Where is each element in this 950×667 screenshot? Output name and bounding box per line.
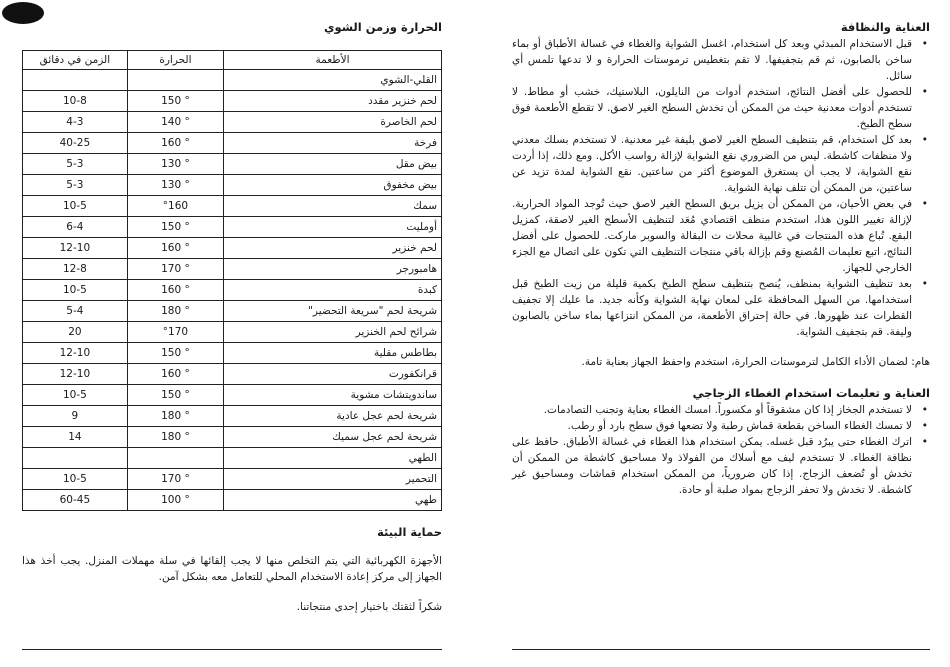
- list-item: • بعد تنظيف الشواية بمنظف، يُنصح بتنظيف سطح الطبخ بكمية قليلة من زيت الطبخ قبل استخدامها. من السهل المحافظة على لمعان نهاية الشواية وكأنه جديد. ما عليك إلا تجفيف القطرات عند ظهورها. في حالة إحتراق الأطعمة، من الممكن انتزاعها بماء ساخن بالصابون وليفة. قم بتجفيف الشواية.: [512, 276, 930, 340]
- temp-cell: 140 °: [127, 112, 223, 133]
- food-cell: الطهي: [224, 448, 442, 469]
- temp-cell: °170: [127, 322, 223, 343]
- care-column: [512, 18, 930, 498]
- temp-cell: 160 °: [127, 364, 223, 385]
- table-row: [23, 406, 442, 427]
- list-item: • في بعض الأحيان، من الممكن أن يزيل بريق السطح الغير لاصق حيث تُوجد المواد الحرارية. لإزالة تغيير اللون هذا، استخدم منظف اقتصادي مُعَد لتنظيف الأسطح الغير لاصقة، كمزيل البقع. تُباع هذه المنتجات في غالبية محلات ت البقالة والسوبر ماركت. للحصول على أفضل النتائج، اتبع تعليمات المُصنع وقم بإزالة باقي منتجات التنظيف التي تكون على اتصال مع الجزء الخارجي للجهاز.: [512, 196, 930, 276]
- temperature-title: الحرارة وزمن الشوي: [323, 20, 442, 34]
- food-cell: أومليت: [224, 217, 442, 238]
- environment-text: الأجهزة الكهربائية التي يتم التخلص منها لا يجب إلقائها في سلة مهملات المنزل. يجب أخذ هذا الجهاز إلى مركز إعادة الاستخدام المحلي للتعامل معه بشكل آمن.: [22, 555, 442, 583]
- table-row: [23, 385, 442, 406]
- table-row: [23, 490, 442, 511]
- footer-rule-left: [22, 649, 442, 650]
- list-item: • اترك الغطاء حتى يبرُد قبل غسله. يمكن استخدام هذا الغطاء في غسالة الأطباق. حافظ على نظافة الغطاء. لا تستخدم ليف مع أسلاك من الفولاذ ولا مساحيق كاشطة من الممكن أن تخدش أو تُضعف الزجاج. إذا كان ضرورياً، من الممكن استخدام قماشات ومساحيق غير كاشطة. لا تخدش ولا تحفر الزجاج بمواد صلبة أو حادة.: [512, 434, 930, 498]
- food-cell: قرانكفورت: [224, 364, 442, 385]
- temp-cell: 130 °: [127, 175, 223, 196]
- food-cell: هامبورجر: [224, 259, 442, 280]
- time-cell: 5-3: [23, 154, 128, 175]
- temp-cell: 150 °: [127, 217, 223, 238]
- temp-cell: 170 °: [127, 469, 223, 490]
- table-row: [23, 217, 442, 238]
- food-cell: شريحة لحم "سريعة التحضير": [224, 301, 442, 322]
- time-cell: [23, 448, 128, 469]
- time-cell: 5-4: [23, 301, 128, 322]
- table-row: [23, 70, 442, 91]
- header-temp: الحرارة: [127, 51, 223, 70]
- food-cell: لحم خنزير مقدد: [224, 91, 442, 112]
- temp-cell: 160 °: [127, 238, 223, 259]
- table-row: [23, 112, 442, 133]
- header-time: الزمن في دقائق: [23, 51, 128, 70]
- food-cell: لحم خنزير: [224, 238, 442, 259]
- food-cell: التحمير: [224, 469, 442, 490]
- food-cell: لحم الخاصرة: [224, 112, 442, 133]
- food-cell: ساندويتشات مشوية: [224, 385, 442, 406]
- footer-rule-right: [512, 649, 930, 650]
- table-row: [23, 154, 442, 175]
- temp-cell: 150 °: [127, 343, 223, 364]
- environment-title: حماية البيئة: [377, 525, 442, 539]
- table-row: [23, 469, 442, 490]
- temp-cell: 180 °: [127, 427, 223, 448]
- time-cell: 4-3: [23, 112, 128, 133]
- time-cell: 9: [23, 406, 128, 427]
- list-item: • بعد كل استخدام، قم بتنظيف السطح الغير لاصق بليفة غير معدنية. لا تستخدم بسلك معدني ولا منظفات كاشطة. ليس من الضروري نقع الشواية لإزالة رواسب الأكل. ومع ذلك، إذا أردت نقع الشواية، لا يجب أن يستغرق الموضوع أكثر من ساعتين. نقع الشواية لمدة تزيد عن ساعتين، من الممكن أن تتلف نهاية الشواية.: [512, 132, 930, 196]
- time-cell: 10-5: [23, 196, 128, 217]
- time-cell: 14: [23, 427, 128, 448]
- table-row: [23, 133, 442, 154]
- table-row: [23, 175, 442, 196]
- table-row: [23, 343, 442, 364]
- food-cell: شرائح لحم الخنزير: [224, 322, 442, 343]
- table-row: [23, 91, 442, 112]
- list-item: • لا تستخدم الجخاز إذا كان مشقوقاً أو مكسوراً. امسك الغطاء بعناية وتجنب التصادمات.: [512, 402, 930, 418]
- table-row: [23, 448, 442, 469]
- table-row: [23, 301, 442, 322]
- time-cell: 12-10: [23, 343, 128, 364]
- food-cell: بيض مخفوق: [224, 175, 442, 196]
- temp-cell: °160: [127, 196, 223, 217]
- food-cell: القلي-الشوي: [224, 70, 442, 91]
- care-list: [512, 36, 930, 340]
- temperature-table: [22, 50, 442, 511]
- time-cell: 6-4: [23, 217, 128, 238]
- temp-cell: 100 °: [127, 490, 223, 511]
- temp-cell: 150 °: [127, 91, 223, 112]
- food-cell: سمك: [224, 196, 442, 217]
- time-cell: 10-5: [23, 280, 128, 301]
- temp-cell: 170 °: [127, 259, 223, 280]
- temp-cell: 180 °: [127, 406, 223, 427]
- food-cell: كبدة: [224, 280, 442, 301]
- care-title: العناية والنظافة: [840, 20, 930, 34]
- temp-cell: 130 °: [127, 154, 223, 175]
- table-row: [23, 364, 442, 385]
- food-cell: بيض مقل: [224, 154, 442, 175]
- temp-cell: 150 °: [127, 385, 223, 406]
- temp-cell: 160 °: [127, 133, 223, 154]
- header-food: الأطعمة: [224, 51, 442, 70]
- food-cell: بطاطس مقلية: [224, 343, 442, 364]
- temp-cell: 180 °: [127, 301, 223, 322]
- food-cell: طهي: [224, 490, 442, 511]
- list-item: • لا تمسك الغطاء الساخن بقطعة قماش رطبة ولا تضعها فوق سطح بارد أو رطب.: [512, 418, 930, 434]
- time-cell: 20: [23, 322, 128, 343]
- glass-lid-title: العناية و تعليمات استخدام الغطاء الزجاجي: [692, 386, 930, 400]
- temp-cell: 160 °: [127, 280, 223, 301]
- list-item: • قبل الاستخدام المبدئي وبعد كل استخدام، اغسل الشواية والغطاء في غسالة الأطباق أو بماء ساخن بالصابون، ثم قم بتجفيفها. لا تقم بتغطيس ترموستات الحرارة و لا تدعها تلمس أي سائل.: [512, 36, 930, 84]
- table-header-row: [23, 51, 442, 70]
- time-cell: 60-45: [23, 490, 128, 511]
- time-cell: 12-10: [23, 364, 128, 385]
- time-cell: 40-25: [23, 133, 128, 154]
- time-cell: 10-5: [23, 385, 128, 406]
- important-note: هام: لضمان الأداء الكامل لترموستات الحرارة، استخدم واحفظ الجهاز بعناية تامة.: [581, 356, 930, 368]
- glass-lid-list: [512, 402, 930, 498]
- thanks-text: شكراً لثقتك باختيار إحدى منتجاتنا.: [296, 601, 442, 613]
- table-row: [23, 427, 442, 448]
- food-cell: فرخة: [224, 133, 442, 154]
- table-row: [23, 238, 442, 259]
- food-cell: شريحة لحم عجل عادية: [224, 406, 442, 427]
- table-row: [23, 259, 442, 280]
- table-row: [23, 280, 442, 301]
- temp-cell: [127, 70, 223, 91]
- temperature-column: [22, 18, 442, 615]
- table-row: [23, 196, 442, 217]
- time-cell: 10-5: [23, 469, 128, 490]
- table-row: [23, 322, 442, 343]
- time-cell: 5-3: [23, 175, 128, 196]
- time-cell: 10-8: [23, 91, 128, 112]
- temp-cell: [127, 448, 223, 469]
- time-cell: [23, 70, 128, 91]
- food-cell: شريحة لحم عجل سميك: [224, 427, 442, 448]
- time-cell: 12-8: [23, 259, 128, 280]
- time-cell: 12-10: [23, 238, 128, 259]
- list-item: • للحصول على أفضل النتائج، استخدم أدوات من النايلون، البلاستيك، خشب أو مطاط. لا تستخدم أدوات معدنية حيث من الممكن أن تخدش السطح الغير لاصق. لا تقطع الأطعمة فوق سطح الطبخ.: [512, 84, 930, 132]
